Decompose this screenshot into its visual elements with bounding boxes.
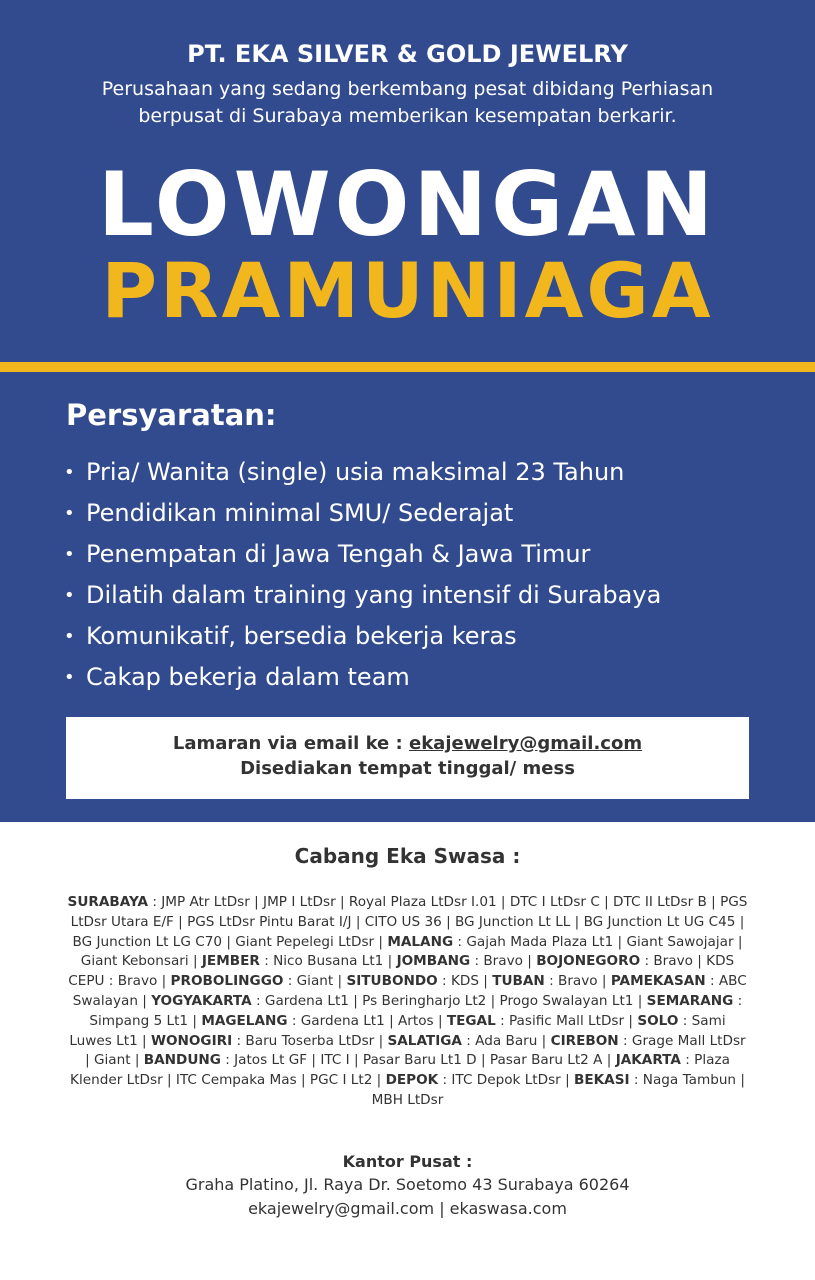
branch-stores: : Gardena Lt1 | Ps Beringharjo Lt2 | Progo Swalayan Lt1 | xyxy=(251,992,647,1009)
branch-stores: : Grage Mall LtDsr | Giant | xyxy=(85,1032,746,1069)
branch-city: SURABAYA xyxy=(67,894,149,910)
bullet-icon: • xyxy=(64,626,75,647)
branch-stores: : ABC Swalayan | xyxy=(72,973,747,1009)
branch-stores: : ITC Depok LtDsr | xyxy=(438,1072,574,1089)
branch-city: PAMEKASAN xyxy=(610,973,706,990)
requirement-item xyxy=(64,657,661,698)
branch-stores: : JMP Atr LtDsr | JMP I LtDsr | Royal Plaza LtDsr I.01 | DTC I LtDsr C | DTC II LtDsr B | PGS LtDsr Utara E/F | PGS LtDsr Pintu Barat I/J | CITO US 36 | BG Junction Lt LL | BG Junction Lt UG C45 | BG Junction Lt LG C70 | Giant Pepelegi LtDsr | xyxy=(70,894,748,950)
requirement-item xyxy=(64,575,661,616)
branch-city: YOGYAKARTA xyxy=(151,992,252,1009)
bullet-icon: • xyxy=(64,462,75,483)
branch-city: TUBAN xyxy=(492,973,545,990)
branch-city: BOJONEGORO xyxy=(536,953,641,970)
tagline-line-2: berpusat di Surabaya memberikan kesempatan berkarir. xyxy=(138,105,677,127)
head-office-address: Graha Platino, Jl. Raya Dr. Soetomo 43 Surabaya 60264 xyxy=(185,1175,630,1194)
branch-stores: : Bravo | xyxy=(470,953,537,970)
branch-stores: : Nico Busana Lt1 | xyxy=(259,953,397,970)
bullet-icon: • xyxy=(64,503,75,524)
branch-stores: : Jatos Lt GF | ITC I | Pasar Baru Lt1 D | Pasar Baru Lt2 A | xyxy=(220,1052,616,1069)
branch-city: SALATIGA xyxy=(387,1032,462,1049)
apply-box xyxy=(66,717,749,799)
branch-stores: : Giant | xyxy=(283,973,347,990)
apply-prefix: Lamaran via email ke : xyxy=(172,733,409,754)
requirement-item xyxy=(64,616,661,657)
branch-city: MALANG xyxy=(387,933,454,950)
apply-email-link[interactable]: ekajewelry@gmail.com xyxy=(409,733,643,754)
branch-city: JAKARTA xyxy=(615,1052,681,1069)
branch-stores: : KDS | xyxy=(437,973,493,990)
branch-city: PROBOLINGGO xyxy=(170,973,284,990)
branch-stores: : Naga Tambun | MBH LtDsr xyxy=(371,1072,745,1108)
headline-lowongan: LOWONGAN xyxy=(97,153,718,256)
branch-city: TEGAL xyxy=(446,1012,496,1029)
branch-stores: : Bravo | xyxy=(544,973,611,990)
requirement-text: Penempatan di Jawa Tengah & Jawa Timur xyxy=(86,540,591,568)
branch-city: CIREBON xyxy=(550,1032,619,1049)
branch-city: SITUBONDO xyxy=(346,973,438,990)
branch-stores: : Gardena Lt1 | Artos | xyxy=(287,1012,447,1029)
branch-stores: : Sami Luwes Lt1 | xyxy=(69,1012,726,1049)
requirement-text: Pria/ Wanita (single) usia maksimal 23 Tahun xyxy=(86,458,625,486)
requirements-title: Persyaratan: xyxy=(66,398,277,432)
requirement-item xyxy=(64,493,661,534)
requirement-text: Pendidikan minimal SMU/ Sederajat xyxy=(86,499,514,527)
requirements-list xyxy=(64,452,661,698)
branch-city: JOMBANG xyxy=(396,953,471,970)
requirement-item xyxy=(64,452,661,493)
requirement-text: Komunikatif, bersedia bekerja keras xyxy=(86,622,517,650)
branch-city: WONOGIRI xyxy=(150,1032,233,1049)
gold-divider xyxy=(0,362,815,372)
bullet-icon: • xyxy=(64,667,75,688)
branch-city: BANDUNG xyxy=(143,1052,221,1069)
branch-city: JEMBER xyxy=(201,953,260,970)
branch-city: DEPOK xyxy=(385,1072,439,1089)
branch-stores: : Bravo | KDS CEPU : Bravo | xyxy=(68,953,735,990)
tagline-line-1: Perusahaan yang sedang berkembang pesat dibidang Perhiasan xyxy=(101,78,714,100)
company-tagline xyxy=(40,76,775,130)
apply-line xyxy=(66,733,749,754)
branches-title: Cabang Eka Swasa : xyxy=(294,844,521,868)
branches-list xyxy=(66,893,749,1111)
branch-city: SOLO xyxy=(637,1012,679,1029)
company-name: PT. EKA SILVER & GOLD JEWELRY xyxy=(187,40,628,68)
branch-stores: : Ada Baru | xyxy=(461,1032,551,1049)
headline-pramuniaga: PRAMUNIAGA xyxy=(101,246,714,335)
branch-city: MAGELANG xyxy=(201,1012,288,1029)
bullet-icon: • xyxy=(64,544,75,565)
branch-stores: : Gajah Mada Plaza Lt1 | Giant Sawojajar | Giant Kebonsari | xyxy=(80,933,743,970)
head-office-title: Kantor Pusat : xyxy=(342,1152,473,1171)
branch-stores: : Plaza Klender LtDsr | ITC Cempaka Mas | PGC I Lt2 | xyxy=(70,1052,730,1089)
head-office-contact: ekajewelry@gmail.com | ekaswasa.com xyxy=(248,1199,567,1218)
branch-city: BEKASI xyxy=(574,1072,630,1089)
branch-city: SEMARANG xyxy=(646,992,734,1009)
branch-stores: : Simpang 5 Lt1 | xyxy=(89,992,743,1029)
branch-stores: : Baru Toserba LtDsr | xyxy=(232,1032,388,1049)
requirement-item xyxy=(64,534,661,575)
branch-stores: : Pasific Mall LtDsr | xyxy=(495,1012,638,1029)
housing-note: Disediakan tempat tinggal/ mess xyxy=(240,758,575,779)
requirement-text: Cakap bekerja dalam team xyxy=(86,663,410,691)
bullet-icon: • xyxy=(64,585,75,606)
requirement-text: Dilatih dalam training yang intensif di Surabaya xyxy=(86,581,662,609)
